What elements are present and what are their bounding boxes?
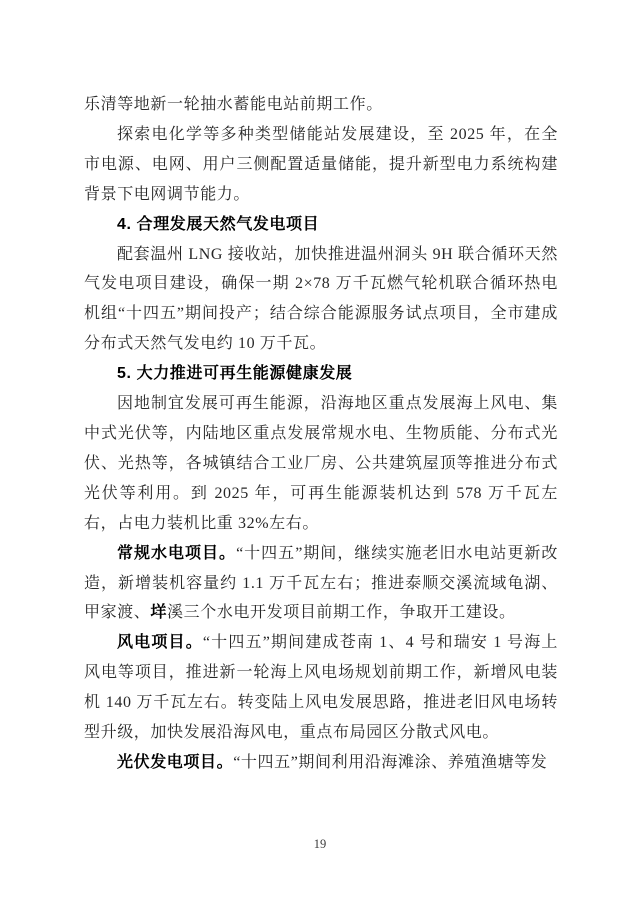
paragraph-text: 因地制宜发展可再生能源，沿海地区重点发展海上风电、集中式光伏等，内陆地区重点发展常规水电、生物质能、分布式光伏、光热等，各城镇结合工业厂房、公共建筑屋顶等推进分布式光伏等利用。到 2025 年，可再生能源装机达到 578 万千瓦左右，占电力装机比重 32%左右。 — [84, 395, 558, 532]
bold-lead-wind: 风电项目。 — [117, 634, 203, 652]
paragraph — [84, 120, 558, 210]
paragraph-text: 探索电化学等多种类型储能站发展建设，至 2025 年，在全市电源、电网、用户三侧配置适量储能，提升新型电力系统构建背景下电网调节能力。 — [84, 125, 558, 203]
paragraph — [84, 539, 558, 629]
paragraph — [84, 90, 558, 120]
bold-char: 垟 — [150, 604, 168, 622]
paragraph — [84, 240, 558, 360]
paragraph-text: “十四五”期间，继续实施老旧水电站更新改造，新增装机容量约 1.1 万千瓦左右；推进泰顺交溪流域龟湖、甲家渡、 — [84, 544, 558, 622]
paragraph — [84, 748, 558, 778]
bold-lead-hydro: 常规水电项目。 — [117, 544, 237, 562]
section-heading-text: 4. 合理发展天然气发电项目 — [117, 215, 320, 233]
bold-lead-solar: 光伏发电项目。 — [117, 753, 234, 771]
section-heading-5 — [84, 359, 558, 389]
section-heading-text: 5. 大力推进可再生能源健康发展 — [117, 365, 353, 383]
paragraph-text: “十四五”期间建成苍南 1、4 号和瑞安 1 号海上风电等项目，推进新一轮海上风电场规划前期工作，新增风电装机 140 万千瓦左右。转变陆上风电发展思路，推进老旧风电场转型升级，加快发展沿海风电，重点布局园区分散式风电。 — [84, 634, 558, 742]
section-heading-4 — [84, 210, 558, 240]
paragraph-text: 乐清等地新一轮抽水蓄能电站前期工作。 — [84, 96, 383, 113]
paragraph-text: “十四五”期间利用沿海滩涂、养殖渔塘等发 — [233, 753, 548, 771]
paragraph-text: 配套温州 LNG 接收站，加快推进温州洞头 9H 联合循环天然气发电项目建设，确保一期 2×78 万千瓦燃气轮机联合循环热电机组“十四五”期间投产；结合综合能源服务试点项目，全市建成分布式天然气发电约 10 万千瓦。 — [84, 245, 558, 353]
paragraph — [84, 628, 558, 748]
page-number: 19 — [313, 837, 327, 851]
document-body — [84, 90, 558, 778]
paragraph — [84, 389, 558, 539]
paragraph-text: 溪三个水电开发项目前期工作，争取开工建设。 — [167, 604, 516, 622]
